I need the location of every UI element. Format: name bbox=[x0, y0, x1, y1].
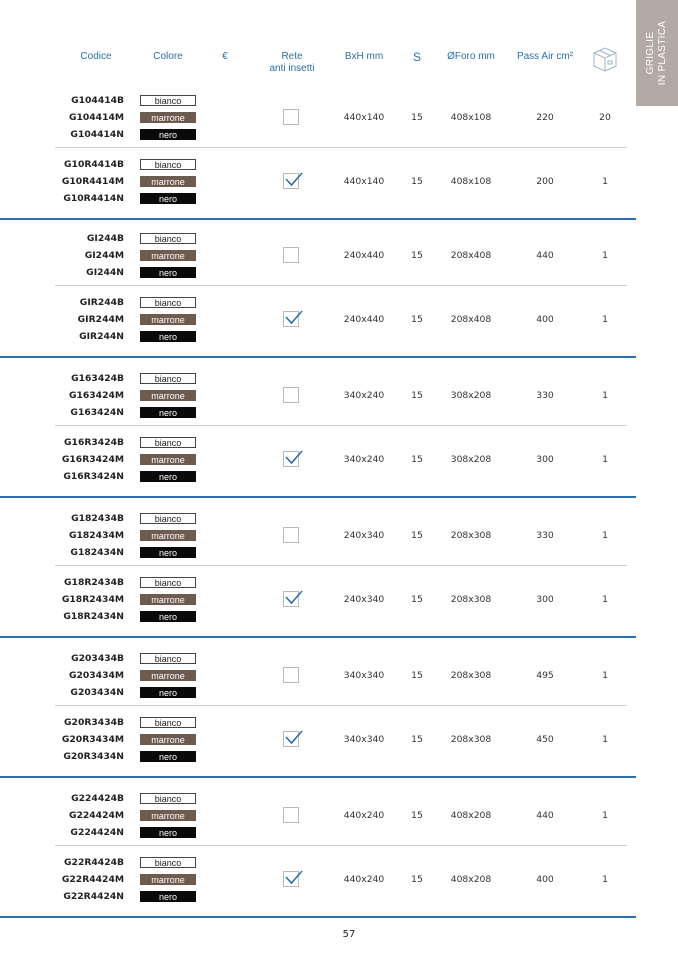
value-pass-air: 220 bbox=[536, 112, 554, 123]
color-swatch-bianco: bianco bbox=[140, 437, 196, 448]
value-s: 15 bbox=[411, 112, 423, 123]
header-rete bbox=[269, 51, 314, 75]
value-foro: 208x308 bbox=[450, 670, 492, 681]
product-code: G20R3434N bbox=[63, 751, 124, 762]
product-code: G224424M bbox=[68, 810, 124, 821]
table-row bbox=[0, 156, 636, 212]
product-codes bbox=[62, 574, 124, 625]
value-qty: 1 bbox=[602, 250, 608, 261]
row-divider bbox=[55, 425, 627, 426]
insect-net-checkbox bbox=[283, 387, 299, 403]
color-swatch-nero: nero bbox=[140, 547, 196, 558]
product-codes bbox=[85, 230, 124, 281]
header-euro: € bbox=[222, 51, 228, 62]
value-s: 15 bbox=[411, 250, 423, 261]
value-foro: 208x308 bbox=[450, 734, 492, 745]
value-s: 15 bbox=[411, 670, 423, 681]
product-code: G18R2434M bbox=[61, 594, 124, 605]
checkmark-icon bbox=[284, 309, 304, 327]
value-pass-air: 300 bbox=[536, 594, 554, 605]
insect-net-checkbox bbox=[283, 591, 299, 607]
checkmark-icon bbox=[284, 869, 304, 887]
value-bxh: 440x140 bbox=[343, 112, 385, 123]
header-rete-line1: Rete bbox=[281, 51, 303, 62]
value-qty: 1 bbox=[602, 176, 608, 187]
product-code: G182434B bbox=[71, 513, 124, 524]
insect-net-checkbox bbox=[283, 731, 299, 747]
color-swatch-bianco: bianco bbox=[140, 857, 196, 868]
checkmark-icon bbox=[284, 729, 304, 747]
product-code: G10R4414N bbox=[63, 193, 124, 204]
value-foro: 308x208 bbox=[450, 454, 492, 465]
page-number: 57 bbox=[342, 929, 356, 940]
color-swatch-marrone: marrone bbox=[140, 314, 196, 325]
value-pass-air: 330 bbox=[536, 530, 554, 541]
color-swatch-nero: nero bbox=[140, 471, 196, 482]
value-foro: 208x308 bbox=[450, 530, 492, 541]
value-qty: 1 bbox=[602, 734, 608, 745]
product-code: GI244N bbox=[86, 267, 124, 278]
row-divider bbox=[55, 147, 627, 148]
value-qty: 1 bbox=[602, 670, 608, 681]
value-qty: 1 bbox=[602, 530, 608, 541]
product-code: GIR244M bbox=[77, 314, 124, 325]
group-divider bbox=[0, 636, 636, 638]
product-code: G18R2434N bbox=[63, 611, 124, 622]
color-swatch-nero: nero bbox=[140, 129, 196, 140]
color-swatch-nero: nero bbox=[140, 331, 196, 342]
value-foro: 408x208 bbox=[450, 810, 492, 821]
value-qty: 1 bbox=[602, 390, 608, 401]
product-code: G22R4424M bbox=[61, 874, 124, 885]
group-divider bbox=[0, 496, 636, 498]
product-codes bbox=[62, 434, 124, 485]
value-bxh: 240x440 bbox=[343, 250, 385, 261]
color-swatch-nero: nero bbox=[140, 611, 196, 622]
product-code: G10R4414B bbox=[64, 159, 124, 170]
color-swatch-bianco: bianco bbox=[140, 577, 196, 588]
value-foro: 308x208 bbox=[450, 390, 492, 401]
value-bxh: 340x240 bbox=[343, 454, 385, 465]
product-code: G22R4424N bbox=[63, 891, 124, 902]
product-code: G20R3434B bbox=[64, 717, 124, 728]
value-s: 15 bbox=[411, 810, 423, 821]
product-code: G16R3424M bbox=[61, 454, 124, 465]
value-s: 15 bbox=[411, 454, 423, 465]
value-bxh: 240x440 bbox=[343, 314, 385, 325]
section-tab-line2: IN PLASTICA bbox=[657, 20, 668, 86]
product-codes bbox=[78, 294, 124, 345]
product-codes bbox=[62, 854, 124, 905]
color-swatch-marrone: marrone bbox=[140, 874, 196, 885]
header-foro: ØForo mm bbox=[447, 51, 495, 62]
checkmark-icon bbox=[284, 449, 304, 467]
value-pass-air: 330 bbox=[536, 390, 554, 401]
checkmark-icon bbox=[284, 171, 304, 189]
color-swatch-bianco: bianco bbox=[140, 297, 196, 308]
color-swatch-bianco: bianco bbox=[140, 653, 196, 664]
row-divider bbox=[55, 845, 627, 846]
value-qty: 20 bbox=[599, 112, 611, 123]
value-bxh: 340x340 bbox=[343, 670, 385, 681]
value-bxh: 440x240 bbox=[343, 874, 385, 885]
product-code: G163424N bbox=[70, 407, 124, 418]
insect-net-checkbox bbox=[283, 527, 299, 543]
product-code: G203434B bbox=[71, 653, 124, 664]
product-codes bbox=[69, 790, 124, 841]
value-pass-air: 300 bbox=[536, 454, 554, 465]
value-pass-air: 440 bbox=[536, 810, 554, 821]
table-row bbox=[0, 790, 636, 846]
product-code: G203434N bbox=[70, 687, 124, 698]
color-swatch-bianco: bianco bbox=[140, 793, 196, 804]
color-swatch-marrone: marrone bbox=[140, 594, 196, 605]
product-code: G163424M bbox=[68, 390, 124, 401]
product-code: G224424N bbox=[70, 827, 124, 838]
product-code: G182434M bbox=[68, 530, 124, 541]
value-foro: 208x408 bbox=[450, 250, 492, 261]
value-s: 15 bbox=[411, 874, 423, 885]
value-qty: 1 bbox=[602, 594, 608, 605]
color-swatch-marrone: marrone bbox=[140, 454, 196, 465]
insect-net-checkbox bbox=[283, 311, 299, 327]
value-s: 15 bbox=[411, 176, 423, 187]
insect-net-checkbox bbox=[283, 247, 299, 263]
table-row bbox=[0, 370, 636, 426]
insect-net-checkbox bbox=[283, 871, 299, 887]
insect-net-checkbox bbox=[283, 173, 299, 189]
table-row bbox=[0, 854, 636, 910]
group-divider bbox=[0, 916, 636, 918]
product-code: G16R3424B bbox=[64, 437, 124, 448]
value-bxh: 340x340 bbox=[343, 734, 385, 745]
value-s: 15 bbox=[411, 314, 423, 325]
product-codes bbox=[69, 370, 124, 421]
product-codes bbox=[62, 156, 124, 207]
header-s: S bbox=[412, 50, 422, 64]
color-swatch-marrone: marrone bbox=[140, 250, 196, 261]
color-swatch-bianco: bianco bbox=[140, 159, 196, 170]
value-pass-air: 400 bbox=[536, 314, 554, 325]
row-divider bbox=[55, 565, 627, 566]
group-divider bbox=[0, 218, 636, 220]
table-row bbox=[0, 92, 636, 148]
insect-net-checkbox bbox=[283, 667, 299, 683]
product-code: G203434M bbox=[68, 670, 124, 681]
product-codes bbox=[69, 510, 124, 561]
value-foro: 408x108 bbox=[450, 176, 492, 187]
color-swatch-bianco: bianco bbox=[140, 513, 196, 524]
value-s: 15 bbox=[411, 734, 423, 745]
value-foro: 208x408 bbox=[450, 314, 492, 325]
value-foro: 208x308 bbox=[450, 594, 492, 605]
product-codes bbox=[62, 714, 124, 765]
color-swatch-nero: nero bbox=[140, 827, 196, 838]
product-code: G20R3434M bbox=[61, 734, 124, 745]
box-icon bbox=[591, 46, 619, 72]
table-row bbox=[0, 294, 636, 350]
value-qty: 1 bbox=[602, 314, 608, 325]
product-codes bbox=[69, 92, 124, 143]
table-row bbox=[0, 714, 636, 770]
header-codice: Codice bbox=[80, 51, 112, 62]
product-code: GIR244B bbox=[79, 297, 124, 308]
section-tab bbox=[636, 0, 678, 106]
color-swatch-bianco: bianco bbox=[140, 233, 196, 244]
value-qty: 1 bbox=[602, 810, 608, 821]
table-row bbox=[0, 434, 636, 490]
checkmark-icon bbox=[284, 589, 304, 607]
product-code: G10R4414M bbox=[61, 176, 124, 187]
insect-net-checkbox bbox=[283, 109, 299, 125]
table-row bbox=[0, 230, 636, 286]
value-bxh: 440x140 bbox=[343, 176, 385, 187]
insect-net-checkbox bbox=[283, 807, 299, 823]
value-pass-air: 200 bbox=[536, 176, 554, 187]
value-bxh: 240x340 bbox=[343, 530, 385, 541]
group-divider bbox=[0, 356, 636, 358]
product-code: GI244M bbox=[84, 250, 124, 261]
product-code: G224424B bbox=[71, 793, 124, 804]
color-swatch-marrone: marrone bbox=[140, 390, 196, 401]
table-row bbox=[0, 650, 636, 706]
value-pass-air: 400 bbox=[536, 874, 554, 885]
color-swatch-marrone: marrone bbox=[140, 734, 196, 745]
product-code: G22R4424B bbox=[64, 857, 124, 868]
color-swatch-nero: nero bbox=[140, 267, 196, 278]
product-code: G104414N bbox=[70, 129, 124, 140]
color-swatch-marrone: marrone bbox=[140, 176, 196, 187]
value-pass-air: 495 bbox=[536, 670, 554, 681]
color-swatch-nero: nero bbox=[140, 891, 196, 902]
value-s: 15 bbox=[411, 390, 423, 401]
value-foro: 408x208 bbox=[450, 874, 492, 885]
product-code: G16R3424N bbox=[63, 471, 124, 482]
color-swatch-marrone: marrone bbox=[140, 530, 196, 541]
color-swatch-marrone: marrone bbox=[140, 670, 196, 681]
color-swatch-nero: nero bbox=[140, 751, 196, 762]
color-swatch-nero: nero bbox=[140, 193, 196, 204]
group-divider bbox=[0, 776, 636, 778]
header-pass-air: Pass Air cm² bbox=[516, 51, 574, 62]
value-qty: 1 bbox=[602, 874, 608, 885]
row-divider bbox=[55, 285, 627, 286]
product-code: GIR244N bbox=[79, 331, 124, 342]
product-code: G104414M bbox=[68, 112, 124, 123]
row-divider bbox=[55, 705, 627, 706]
insect-net-checkbox bbox=[283, 451, 299, 467]
product-code: G104414B bbox=[71, 95, 124, 106]
value-bxh: 340x240 bbox=[343, 390, 385, 401]
value-s: 15 bbox=[411, 530, 423, 541]
value-foro: 408x108 bbox=[450, 112, 492, 123]
table-row bbox=[0, 574, 636, 630]
product-code: G182434N bbox=[70, 547, 124, 558]
color-swatch-bianco: bianco bbox=[140, 95, 196, 106]
value-bxh: 440x240 bbox=[343, 810, 385, 821]
header-rete-line2: anti insetti bbox=[269, 63, 315, 74]
value-pass-air: 440 bbox=[536, 250, 554, 261]
color-swatch-bianco: bianco bbox=[140, 717, 196, 728]
color-swatch-marrone: marrone bbox=[140, 810, 196, 821]
product-codes bbox=[69, 650, 124, 701]
value-pass-air: 450 bbox=[536, 734, 554, 745]
value-bxh: 240x340 bbox=[343, 594, 385, 605]
product-code: GI244B bbox=[86, 233, 124, 244]
color-swatch-bianco: bianco bbox=[140, 373, 196, 384]
section-tab-line1: GRIGLIE bbox=[645, 31, 656, 75]
color-swatch-marrone: marrone bbox=[140, 112, 196, 123]
header-bxh: BxH mm bbox=[344, 51, 384, 62]
table-row bbox=[0, 510, 636, 566]
color-swatch-nero: nero bbox=[140, 687, 196, 698]
header-colore: Colore bbox=[153, 51, 183, 62]
value-qty: 1 bbox=[602, 454, 608, 465]
value-s: 15 bbox=[411, 594, 423, 605]
color-swatch-nero: nero bbox=[140, 407, 196, 418]
product-code: G18R2434B bbox=[64, 577, 124, 588]
product-code: G163424B bbox=[71, 373, 124, 384]
